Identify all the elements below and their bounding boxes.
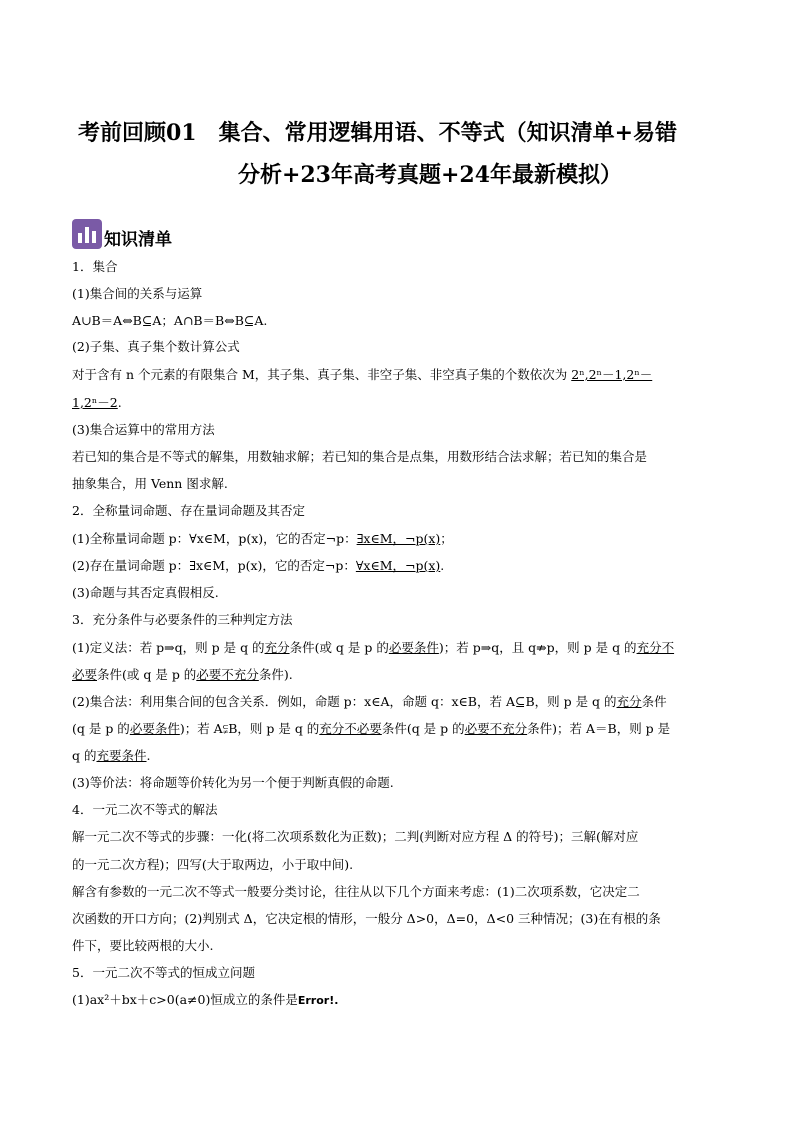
text: 条件(或 q 是 p 的 bbox=[97, 667, 197, 682]
text: . bbox=[117, 395, 122, 410]
paragraph-set-methods bbox=[72, 448, 722, 466]
text: )；若 A⫋B，则 p 是 q 的 bbox=[179, 721, 320, 736]
underlined-answer: 必要 bbox=[72, 667, 98, 682]
underlined-answer: 1,2ⁿ－2 bbox=[72, 395, 118, 410]
text: 抽象集合，用 Venn 图求解. bbox=[72, 476, 228, 491]
underlined-answer: ∀x∈M，¬p(x) bbox=[355, 558, 441, 573]
subheading-subset-count bbox=[72, 338, 722, 356]
text: 解一元二次不等式的步骤：一化(将二次项系数化为正数)；二判(判断对应方程 Δ 的符号)；三解(解对应 bbox=[72, 829, 639, 844]
heading-always-holds bbox=[72, 964, 722, 982]
item-definition-method bbox=[72, 639, 722, 657]
underlined-answer: 充分不必要 bbox=[319, 721, 382, 736]
item-negation-truth bbox=[72, 584, 722, 602]
text: (1)集合间的关系与运算 bbox=[72, 286, 203, 301]
text: (1)ax²＋bx＋c>0(a≠0)恒成立的条件是 bbox=[72, 992, 298, 1007]
section-title: 知识清单 bbox=[104, 230, 172, 250]
bar-chart-icon bbox=[72, 219, 102, 249]
item-set-method bbox=[72, 693, 722, 711]
text: (1)全称量词命题 p：∀x∈M，p(x)，它的否定¬p： bbox=[72, 531, 357, 546]
paragraph-solve-steps bbox=[72, 828, 722, 846]
text: 条件). bbox=[258, 667, 293, 682]
text: 1．集合 bbox=[72, 259, 118, 274]
text: (3)集合运算中的常用方法 bbox=[72, 422, 215, 437]
item-set-method-cont bbox=[72, 720, 722, 738]
underlined-answer: 2ⁿ,2ⁿ－1,2ⁿ－ bbox=[571, 367, 653, 382]
formula-union-intersection bbox=[72, 312, 722, 330]
underlined-answer: 充分不 bbox=[636, 640, 675, 655]
text: q 的 bbox=[72, 748, 97, 763]
text: 2．全称量词命题、存在量词命题及其否定 bbox=[72, 503, 305, 518]
paragraph-subset-count bbox=[72, 366, 722, 384]
subheading-set-methods bbox=[72, 421, 722, 439]
paragraph-parameters-end bbox=[72, 937, 722, 955]
text: . bbox=[440, 558, 445, 573]
document-title-line-1: 考前回顾01 集合、常用逻辑用语、不等式（知识清单+易错 bbox=[78, 120, 678, 146]
text: 3．充分条件与必要条件的三种判定方法 bbox=[72, 612, 293, 627]
paragraph-subset-count-cont bbox=[72, 394, 722, 412]
item-equivalence-method bbox=[72, 774, 722, 792]
text: 条件)；若 A＝B，则 p 是 bbox=[527, 721, 671, 736]
text: (1)定义法：若 p⇒q，则 p 是 q 的 bbox=[72, 640, 265, 655]
paragraph-parameters bbox=[72, 883, 722, 901]
text: (2)集合法：利用集合间的包含关系．例如，命题 p：x∈A，命题 q：x∈B，若 A⊆B，则 p 是 q 的 bbox=[72, 694, 617, 709]
text: . bbox=[146, 748, 151, 763]
paragraph-solve-steps-cont bbox=[72, 856, 722, 874]
text: 次函数的开口方向；(2)判别式 Δ，它决定根的情形，一般分 Δ>0，Δ=0，Δ<0 三种情况；(3)在有根的条 bbox=[72, 911, 661, 926]
underlined-answer: 必要条件 bbox=[129, 721, 180, 736]
underlined-answer: 必要不充分 bbox=[464, 721, 528, 736]
section-header bbox=[72, 217, 172, 249]
paragraph-parameters-cont bbox=[72, 910, 722, 928]
text: (3)命题与其否定真假相反. bbox=[72, 585, 219, 600]
item-existential-negation bbox=[72, 557, 722, 575]
text: 条件(或 q 是 p 的 bbox=[289, 640, 389, 655]
underlined-answer: 充分 bbox=[616, 694, 642, 709]
text: )；若 p⇒q，且 q⇏p，则 p 是 q 的 bbox=[438, 640, 637, 655]
text: (2)子集、真子集个数计算公式 bbox=[72, 339, 240, 354]
underlined-answer: 必要不充分 bbox=[196, 667, 259, 682]
heading-quadratic-inequality bbox=[72, 801, 722, 819]
text: (q 是 p 的 bbox=[72, 721, 130, 736]
text: 4．一元二次不等式的解法 bbox=[72, 802, 218, 817]
underlined-answer: ∃x∈M，¬p(x) bbox=[356, 531, 441, 546]
underlined-answer: 充分 bbox=[264, 640, 290, 655]
text: (3)等价法：将命题等价转化为另一个便于判断真假的命题. bbox=[72, 775, 394, 790]
paragraph-set-methods-cont bbox=[72, 475, 722, 493]
underlined-answer: 必要条件 bbox=[388, 640, 439, 655]
item-always-holds-condition bbox=[72, 991, 722, 1010]
text: 5．一元二次不等式的恒成立问题 bbox=[72, 965, 255, 980]
heading-quantifiers bbox=[72, 502, 722, 520]
text: 的一元二次方程)；四写(大于取两边，小于取中间). bbox=[72, 857, 354, 872]
text: A∪B＝A⇔B⊆A；A∩B＝B⇔B⊆A. bbox=[72, 313, 268, 328]
item-universal-negation bbox=[72, 530, 722, 548]
text: 条件 bbox=[641, 694, 667, 709]
item-definition-method-cont bbox=[72, 666, 722, 684]
text: 若已知的集合是不等式的解集，用数轴求解；若已知的集合是点集，用数形结合法求解；若已知的集合是 bbox=[72, 449, 648, 464]
text: ； bbox=[440, 531, 453, 546]
subheading-set-relations bbox=[72, 285, 722, 303]
text: 件下，要比较两根的大小. bbox=[72, 938, 214, 953]
text: (2)存在量词命题 p：∃x∈M，p(x)，它的否定¬p： bbox=[72, 558, 356, 573]
heading-sets bbox=[72, 258, 722, 276]
text: 条件(q 是 p 的 bbox=[381, 721, 465, 736]
text: 解含有参数的一元二次不等式一般要分类讨论，往往从以下几个方面来考虑：(1)二次项系数，它决定二 bbox=[72, 884, 640, 899]
error-text: Error!. bbox=[297, 994, 339, 1007]
document-title-line-2: 分析+23年高考真题+24年最新模拟） bbox=[237, 162, 623, 188]
item-set-method-end bbox=[72, 747, 722, 765]
heading-conditions bbox=[72, 611, 722, 629]
underlined-answer: 充要条件 bbox=[96, 748, 147, 763]
text: 对于含有 n 个元素的有限集合 M，其子集、真子集、非空子集、非空真子集的个数依次为 bbox=[72, 367, 572, 382]
